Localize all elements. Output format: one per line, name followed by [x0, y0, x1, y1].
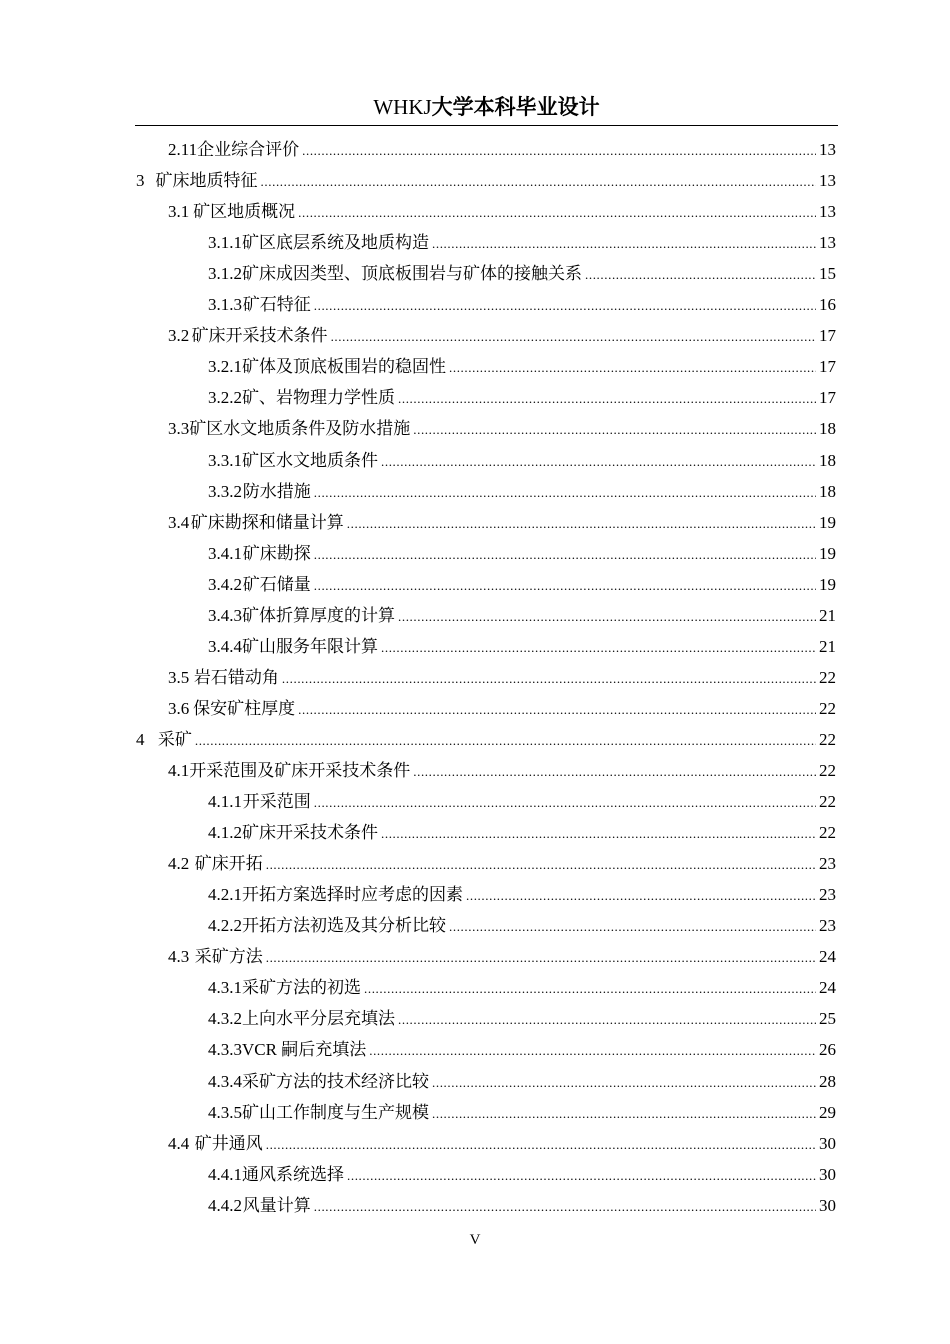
toc-entry-title: 矿区水文地质条件 — [242, 450, 378, 470]
toc-entry-number: 4.3 — [168, 947, 190, 967]
toc-entry[interactable] — [136, 165, 836, 196]
toc-dot-leader — [449, 911, 816, 942]
toc-entry-number: 3.1 — [168, 202, 190, 222]
toc-entry-number: 3.1.1 — [208, 233, 242, 253]
toc-entry-number: 4.2.1 — [208, 885, 242, 905]
toc-entry[interactable] — [208, 1097, 836, 1128]
toc-dot-leader — [432, 1067, 816, 1098]
toc-entry-page: 18 — [819, 419, 836, 439]
toc-entry-page: 19 — [819, 512, 836, 532]
toc-entry-title: 矿床勘探和储量计算 — [190, 512, 344, 532]
toc-entry[interactable] — [208, 1190, 836, 1221]
toc-entry[interactable] — [208, 600, 836, 631]
toc-dot-leader — [398, 601, 816, 632]
toc-entry[interactable] — [168, 507, 836, 538]
toc-entry-number: 3.4.3 — [208, 605, 242, 625]
toc-entry-title: 开采范围及矿床开采技术条件 — [189, 761, 411, 780]
header-title: 大学本科毕业设计 — [431, 95, 600, 119]
toc-entry-title: 矿体及顶底板围岩的稳固性 — [242, 357, 446, 377]
toc-entry[interactable] — [208, 1003, 836, 1034]
toc-entry-page: 25 — [819, 1009, 836, 1029]
toc-entry[interactable] — [208, 382, 836, 413]
toc-entry-number: 2.11 — [168, 140, 198, 159]
page-header — [135, 93, 838, 121]
toc-dot-leader — [398, 383, 816, 414]
toc-entry-title: 企业综合评价 — [197, 140, 300, 159]
toc-dot-leader — [369, 1035, 816, 1066]
toc-entry-number: 3.1.3 — [208, 295, 242, 315]
toc-entry-title: 采矿方法的初选 — [242, 978, 361, 998]
toc-dot-leader — [266, 849, 816, 880]
toc-entry-page: 16 — [819, 295, 836, 315]
toc-entry-number: 4.3.1 — [208, 978, 242, 998]
toc-entry-number: 3.3 — [168, 419, 190, 439]
toc-entry[interactable] — [168, 320, 836, 351]
toc-entry-number: 3.4 — [168, 512, 190, 532]
toc-entry-title: 保安矿柱厚度 — [193, 698, 296, 718]
toc-entry-number: 4 — [136, 729, 145, 749]
toc-entry[interactable] — [168, 413, 836, 444]
toc-entry-title: 矿、岩物理力学性质 — [242, 388, 395, 408]
toc-dot-leader — [302, 135, 816, 166]
toc-entry-page: 28 — [819, 1071, 836, 1091]
toc-entry-number: 4.1.1 — [208, 792, 242, 812]
toc-dot-leader — [314, 787, 816, 818]
toc-entry-number: 3.3.2 — [208, 481, 242, 501]
toc-entry-title: 矿区水文地质条件及防水措施 — [189, 419, 411, 439]
toc-entry-title: 矿石特征 — [242, 295, 311, 315]
toc-entry-page: 22 — [819, 729, 836, 749]
toc-dot-leader — [266, 942, 816, 973]
toc-entry[interactable] — [208, 351, 836, 382]
toc-entry-number: 3.2.1 — [208, 357, 242, 377]
toc-entry-number: 4.1.2 — [208, 823, 242, 843]
toc-entry[interactable] — [208, 476, 836, 507]
toc-entry-title: 矿山服务年限计算 — [242, 636, 378, 656]
toc-entry-page: 13 — [819, 140, 836, 159]
toc-entry-number: 4.2.2 — [208, 916, 242, 936]
toc-entry-page: 29 — [819, 1102, 836, 1122]
toc-entry-number: 3.3.1 — [208, 450, 242, 470]
toc-entry-title: 矿床开采技术条件 — [242, 823, 378, 843]
toc-entry[interactable] — [168, 662, 836, 693]
toc-entry-title: 矿山工作制度与生产规模 — [242, 1102, 429, 1122]
toc-dot-leader — [298, 694, 816, 725]
toc-entry[interactable] — [208, 817, 836, 848]
toc-dot-leader — [314, 539, 816, 570]
toc-entry[interactable] — [208, 1159, 836, 1190]
toc-dot-leader — [195, 725, 816, 756]
toc-entry-number: 3 — [136, 171, 145, 191]
toc-entry-page: 15 — [819, 264, 836, 284]
toc-entry-number: 4.2 — [168, 854, 190, 874]
toc-entry-title: 采矿方法的技术经济比较 — [242, 1071, 429, 1091]
toc-entry-page: 30 — [819, 1195, 836, 1215]
toc-entry-page: 13 — [819, 202, 836, 222]
toc-dot-leader — [266, 1129, 816, 1160]
toc-dot-leader — [413, 756, 816, 787]
header-latin: WHKJ — [373, 95, 432, 119]
page-number: V — [469, 1232, 481, 1248]
toc-entry[interactable] — [168, 196, 836, 227]
toc-dot-leader — [364, 973, 816, 1004]
toc-entry-title: 通风系统选择 — [242, 1164, 344, 1184]
toc-dot-leader — [398, 1004, 816, 1035]
toc-entry-page: 24 — [819, 947, 836, 967]
toc-entry[interactable] — [208, 445, 836, 476]
toc-entry-title: 岩石错动角 — [193, 667, 279, 687]
toc-entry[interactable] — [168, 755, 836, 786]
toc-dot-leader — [314, 570, 816, 601]
toc-entry-title: 开拓方法初选及其分析比较 — [242, 916, 446, 936]
toc-entry[interactable] — [168, 941, 836, 972]
toc-entry-number: 3.1.2 — [208, 264, 242, 284]
toc-entry-number: 3.4.1 — [208, 543, 242, 563]
toc-entry-title: 开拓方案选择时应考虑的因素 — [242, 885, 463, 905]
toc-entry-title: 矿井通风 — [194, 1133, 263, 1153]
toc-entry-title: 矿床地质特征 — [155, 171, 258, 191]
toc-dot-leader — [381, 632, 816, 663]
toc-entry-title: 风量计算 — [242, 1195, 311, 1215]
toc-entry-number: 4.3.5 — [208, 1102, 242, 1122]
toc-entry-title: 开采范围 — [242, 792, 311, 812]
toc-dot-leader — [381, 818, 816, 849]
toc-entry-title: VCR 嗣后充填法 — [242, 1040, 367, 1060]
toc-entry-page: 19 — [819, 543, 836, 563]
toc-dot-leader — [449, 352, 816, 383]
toc-dot-leader — [347, 1160, 816, 1191]
toc-entry-page: 21 — [819, 605, 836, 625]
toc-entry-number: 3.4.4 — [208, 636, 242, 656]
toc-dot-leader — [261, 166, 816, 197]
toc-entry-page: 30 — [819, 1133, 836, 1153]
toc-entry-number: 3.4.2 — [208, 574, 242, 594]
toc-entry-title: 防水措施 — [242, 481, 311, 501]
toc-dot-leader — [347, 508, 816, 539]
toc-entry[interactable] — [208, 289, 836, 320]
toc-dot-leader — [432, 1098, 816, 1129]
toc-entry-page: 22 — [819, 761, 836, 780]
toc-dot-leader — [381, 446, 816, 477]
toc-entry-page: 13 — [819, 233, 836, 253]
toc-entry-number: 4.3.2 — [208, 1009, 242, 1029]
toc-entry-page: 18 — [819, 450, 836, 470]
toc-entry[interactable] — [208, 786, 836, 817]
toc-entry[interactable] — [208, 910, 836, 941]
toc-entry-number: 4.4.2 — [208, 1195, 242, 1215]
toc-entry-number: 4.3.3 — [208, 1040, 242, 1060]
toc-entry-page: 23 — [819, 854, 836, 874]
toc-dot-leader — [314, 477, 816, 508]
toc-entry-page: 22 — [819, 823, 836, 843]
toc-entry-page: 17 — [819, 388, 836, 408]
toc-entry-page: 24 — [819, 978, 836, 998]
toc-entry-title: 矿区底层系统及地质构造 — [242, 233, 429, 253]
toc-entry-page: 23 — [819, 916, 836, 936]
toc-dot-leader — [331, 321, 816, 352]
toc-entry-page: 18 — [819, 481, 836, 501]
toc-entry[interactable] — [168, 1128, 836, 1159]
toc-dot-leader — [282, 663, 816, 694]
toc-entry-page: 23 — [819, 885, 836, 905]
toc-entry-number: 4.4 — [168, 1133, 190, 1153]
toc-entry-page: 17 — [819, 357, 836, 377]
toc-dot-leader — [298, 197, 816, 228]
toc-entry[interactable] — [208, 227, 836, 258]
toc-dot-leader — [432, 228, 816, 259]
toc-entry-page: 30 — [819, 1164, 836, 1184]
toc-entry-number: 3.2.2 — [208, 388, 242, 408]
toc-entry-page: 26 — [819, 1040, 836, 1060]
toc-entry-title: 矿床开采技术条件 — [191, 326, 328, 346]
toc-entry-page: 22 — [819, 792, 836, 812]
toc-entry-title: 采矿 — [157, 729, 192, 749]
toc-entry-title: 矿床开拓 — [194, 854, 263, 874]
toc-entry[interactable] — [208, 879, 836, 910]
toc-entry[interactable] — [208, 631, 836, 662]
toc-dot-leader — [466, 880, 816, 911]
toc-entry-number: 3.5 — [168, 667, 190, 687]
toc-entry[interactable] — [208, 1034, 836, 1065]
toc-entry-page: 19 — [819, 574, 836, 594]
toc-entry-number: 4.3.4 — [208, 1071, 242, 1091]
toc-entry-number: 4.4.1 — [208, 1164, 242, 1184]
toc-entry-page: 13 — [819, 171, 836, 191]
toc-entry-page: 17 — [819, 326, 836, 346]
toc-entry-title: 矿石储量 — [242, 574, 311, 594]
toc-dot-leader — [314, 290, 816, 321]
toc-entry[interactable] — [168, 848, 836, 879]
toc-entry-title: 矿区地质概况 — [193, 202, 296, 222]
toc-dot-leader — [413, 414, 816, 445]
toc-entry[interactable] — [168, 134, 836, 165]
toc-entry-page: 22 — [819, 698, 836, 718]
toc-dot-leader — [585, 259, 816, 290]
toc-entry[interactable] — [208, 258, 836, 289]
toc-entry-number: 3.6 — [168, 698, 190, 718]
toc-entry-page: 21 — [819, 636, 836, 656]
toc-entry-title: 矿床成因类型、顶底板围岩与矿体的接触关系 — [242, 264, 582, 284]
toc-entry[interactable] — [208, 972, 836, 1003]
toc-entry-number: 3.2 — [168, 326, 190, 346]
toc-entry-title: 矿体折算厚度的计算 — [242, 605, 395, 625]
toc-entry-title: 矿床勘探 — [242, 543, 311, 563]
toc-dot-leader — [314, 1191, 816, 1222]
toc-entry[interactable] — [168, 693, 836, 724]
toc-entry[interactable] — [136, 724, 836, 755]
toc-entry-page: 22 — [819, 667, 836, 687]
toc-entry-number: 4.1 — [168, 761, 190, 780]
toc-entry-title: 采矿方法 — [194, 947, 263, 967]
toc-entry[interactable] — [208, 569, 836, 600]
toc-entry-title: 上向水平分层充填法 — [242, 1009, 395, 1029]
header-rule — [135, 125, 838, 126]
toc-entry[interactable] — [208, 538, 836, 569]
toc-entry[interactable] — [208, 1066, 836, 1097]
